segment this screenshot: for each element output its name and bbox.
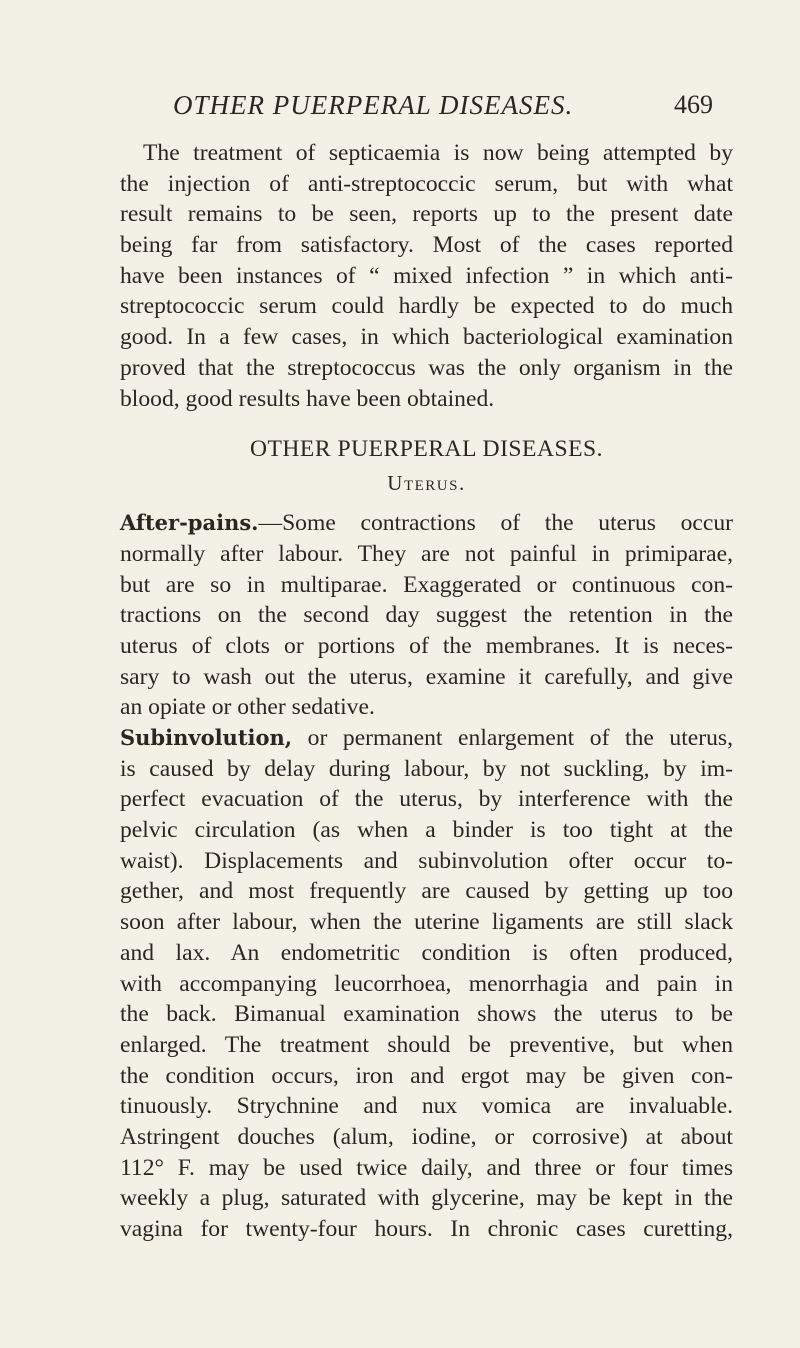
text-line: waist). Displacements and subinvolution ofter occur to- <box>120 847 733 874</box>
running-title: OTHER PUERPERAL DISEASES. <box>173 90 574 120</box>
run-in-heading: Subinvolution, <box>120 725 293 750</box>
text-line: Subinvolution, or permanent enlargement of the uterus, <box>120 723 733 754</box>
page-number: 469 <box>674 90 713 119</box>
text-line: the back. Bimanual examination shows the uterus to be <box>120 1001 733 1028</box>
text-line: 112° F. may be used twice daily, and three or four times <box>120 1154 733 1181</box>
text-line: After-pains. —Some contractions of the uterus occur <box>120 508 733 539</box>
body-text <box>0 138 800 1245</box>
text-line: weekly a plug, saturated with glycerine, may be kept in the <box>120 1185 733 1212</box>
text-line: The treatment of septicaemia is now being attempted by <box>143 140 733 166</box>
text-line: and lax. An endometritic condition is often produced, <box>120 939 733 966</box>
text-line: the condition occurs, iron and ergot may be given con- <box>120 1062 733 1089</box>
text-line: tractions on the second day suggest the retention in the <box>120 602 733 629</box>
text-line: sary to wash out the uterus, examine it carefully, and give <box>120 663 733 690</box>
text-line: Astringent douches (alum, iodine, or corrosive) at about <box>120 1123 733 1150</box>
text-line: streptococcic serum could hardly be expected to do much <box>120 293 733 320</box>
text-line: have been instances of “ mixed infection ” in which anti- <box>120 262 733 289</box>
text-line: being far from satisfactory. Most of the cases reported <box>120 232 733 259</box>
text-line: proved that the streptococcus was the only organism in the <box>120 354 733 381</box>
text-line: gether, and most frequently are caused by getting up too <box>120 878 733 905</box>
text-line: with accompanying leucorrhoea, menorrhagia and pain in <box>120 970 733 997</box>
text-line: perfect evacuation of the uterus, by interference with the <box>120 786 733 813</box>
text-line: vagina for twenty-four hours. In chronic cases curetting, <box>120 1216 733 1242</box>
run-in-heading: After-pains. <box>120 510 259 536</box>
paragraph-subinvolution <box>0 723 800 1245</box>
text-line: result remains to be seen, reports up to the present date <box>120 201 733 228</box>
text-line: pelvic circulation (as when a binder is too tight at the <box>120 817 733 844</box>
text-line: good. In a few cases, in which bacteriological examination <box>120 324 733 351</box>
text-line: an opiate or other sedative. <box>120 694 375 721</box>
section-heading: OTHER PUERPERAL DISEASES. <box>249 436 604 463</box>
paragraph-septicaemia <box>0 138 800 414</box>
text-line: normally after labour. They are not painful in primiparae, <box>120 540 733 567</box>
text-line: blood, good results have been obtained. <box>120 385 495 412</box>
text-line: uterus of clots or portions of the membranes. It is neces- <box>120 632 733 659</box>
running-head <box>173 90 713 130</box>
text-line: is caused by delay during labour, by not suckling, by im- <box>120 755 733 782</box>
text-line: tinuously. Strychnine and nux vomica are invaluable. <box>120 1093 733 1120</box>
text-line: soon after labour, when the uterine ligaments are still slack <box>120 909 733 936</box>
paragraph-after-pains <box>0 508 800 723</box>
text-line: the injection of anti-streptococcic serum, but with what <box>120 170 733 197</box>
text-line: enlarged. The treatment should be preventive, but when <box>120 1031 733 1058</box>
text-line: but are so in multiparae. Exaggerated or continuous con- <box>120 571 733 598</box>
subsection-heading: Uterus. <box>387 471 466 496</box>
